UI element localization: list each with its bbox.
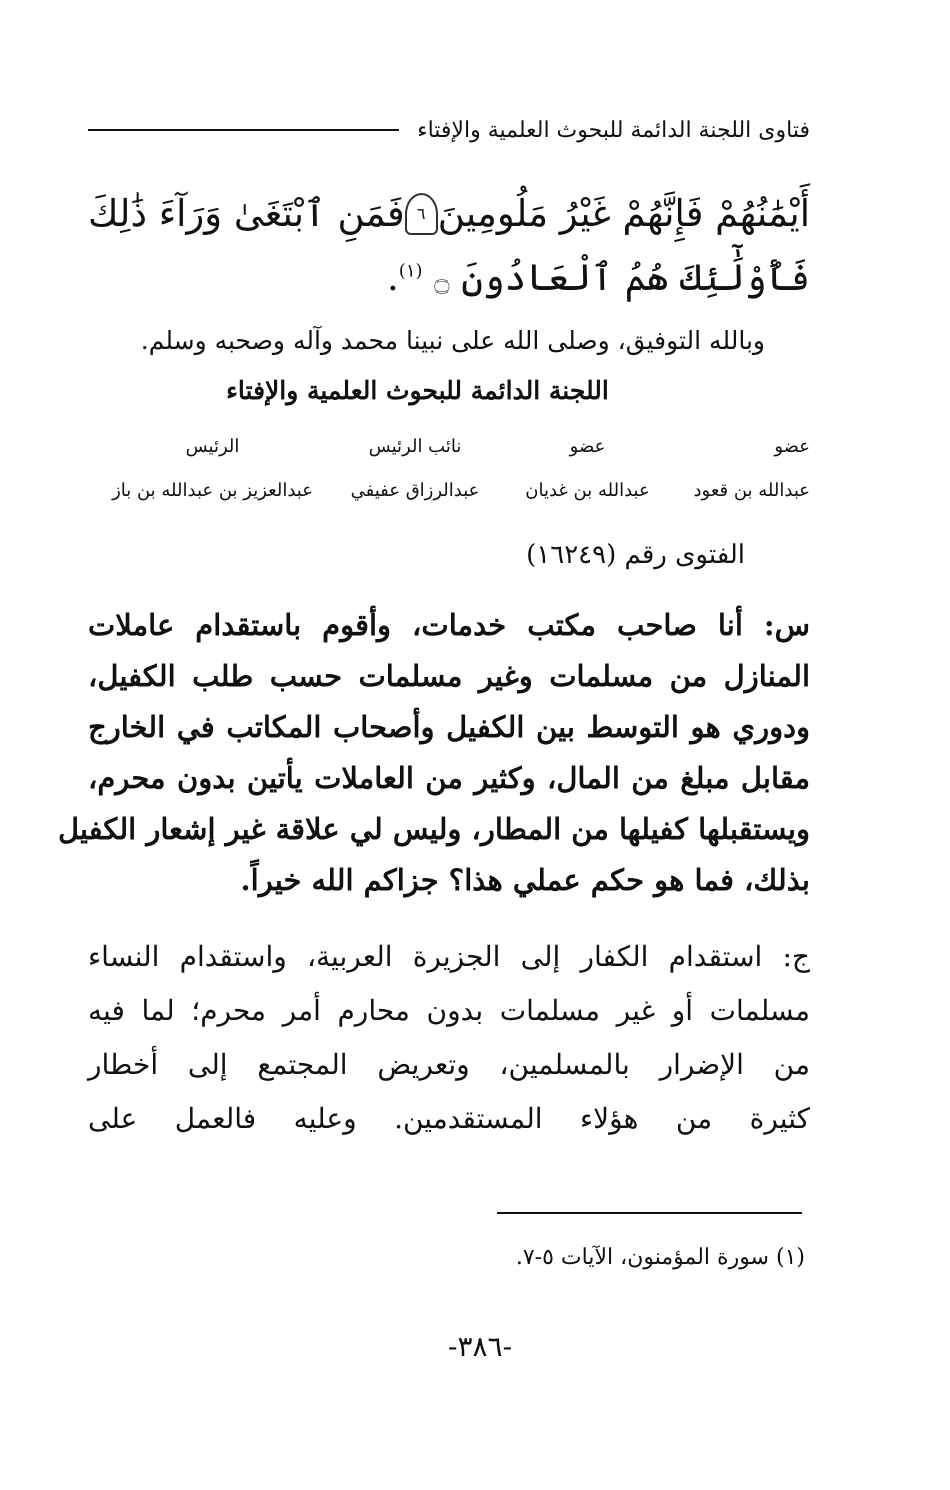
question-line: مقابل مبلغ من المال، وكثير من العاملات يأتين بدون محرم، xyxy=(88,761,810,795)
running-header xyxy=(88,108,810,152)
question-paragraph xyxy=(57,600,810,906)
signatory-title: الرئيس xyxy=(185,436,240,457)
verse-end-ornament-icon: ۝ xyxy=(434,267,450,297)
answer-paragraph xyxy=(88,930,810,1146)
answer-line: من الإضرار بالمسلمين، وتعريض المجتمع إلى أخطار xyxy=(88,1048,810,1081)
quran-text: أَيْمَٰنُهُمْ فَإِنَّهُمْ غَيْرُ مَلُومِينَ xyxy=(437,192,810,235)
signatory-names xyxy=(100,480,810,501)
header-title: فتاوى اللجنة الدائمة للبحوث العلمية والإفتاء xyxy=(417,117,810,143)
question-line: ودوري هو التوسط بين الكفيل وأصحاب المكاتب في الخارج xyxy=(88,710,810,744)
page-number: -٣٨٦- xyxy=(447,1330,513,1363)
signatory-name: عبدالرزاق عفيفي xyxy=(350,480,480,501)
question-line: س: أنا صاحب مكتب خدمات، وأقوم باستقدام عاملات xyxy=(88,608,810,642)
signatory-title: عضو xyxy=(774,436,810,457)
footnote-separator xyxy=(497,1212,802,1214)
answer-line: كثيرة من هؤلاء المستقدمين. وعليه فالعمل على xyxy=(88,1102,810,1135)
verse-number-ornament: ٦ xyxy=(405,193,438,235)
quran-verse-line-2 xyxy=(88,256,810,299)
signatory-name: عبدالله بن قعود xyxy=(693,480,810,501)
closing-line: وبالله التوفيق، وصلى الله على نبينا محمد وآله وصحبه وسلم. xyxy=(140,326,765,355)
signatory-title: عضو xyxy=(569,436,606,457)
answer-line: مسلمات أو غير مسلمات بدون محارم أمر محرم؛ لما فيه xyxy=(88,994,810,1027)
verse-period: . xyxy=(387,256,399,299)
quran-text: فَأُوْلَٰٓئِكَ هُمُ ٱلْعَادُونَ xyxy=(461,256,810,299)
question-line: ويستقبلها كفيلها من المطار، وليس لي علاقة غير إشعار الكفيل xyxy=(57,812,810,846)
signatory-title: نائب الرئيس xyxy=(368,436,462,457)
header-rule xyxy=(88,129,399,131)
footnote: (١) سورة المؤمنون، الآيات ٥-٧. xyxy=(515,1245,805,1270)
footnote-reference: (١) xyxy=(398,260,423,282)
quran-text: فَمَنِ ٱبْتَغَىٰ وَرَآءَ ذَٰلِكَ xyxy=(88,192,405,235)
fatwa-number: الفتوى رقم (١٦٢٤٩) xyxy=(526,540,745,570)
quran-verse-line-1 xyxy=(88,192,810,235)
signatory-titles xyxy=(100,436,810,457)
committee-name: اللجنة الدائمة للبحوث العلمية والإفتاء xyxy=(226,376,609,405)
question-line: المنازل من مسلمات وغير مسلمات حسب طلب الكفيل، xyxy=(88,659,810,693)
signatory-name: عبدالله بن غديان xyxy=(525,480,650,501)
question-line: بذلك، فما هو حكم عملي هذا؟ جزاكم الله خيراً. xyxy=(240,863,810,897)
signatory-name: عبدالعزيز بن عبدالله بن باز xyxy=(112,480,313,501)
answer-line: ج: استقدام الكفار إلى الجزيرة العربية، واستقدام النساء xyxy=(88,940,810,973)
